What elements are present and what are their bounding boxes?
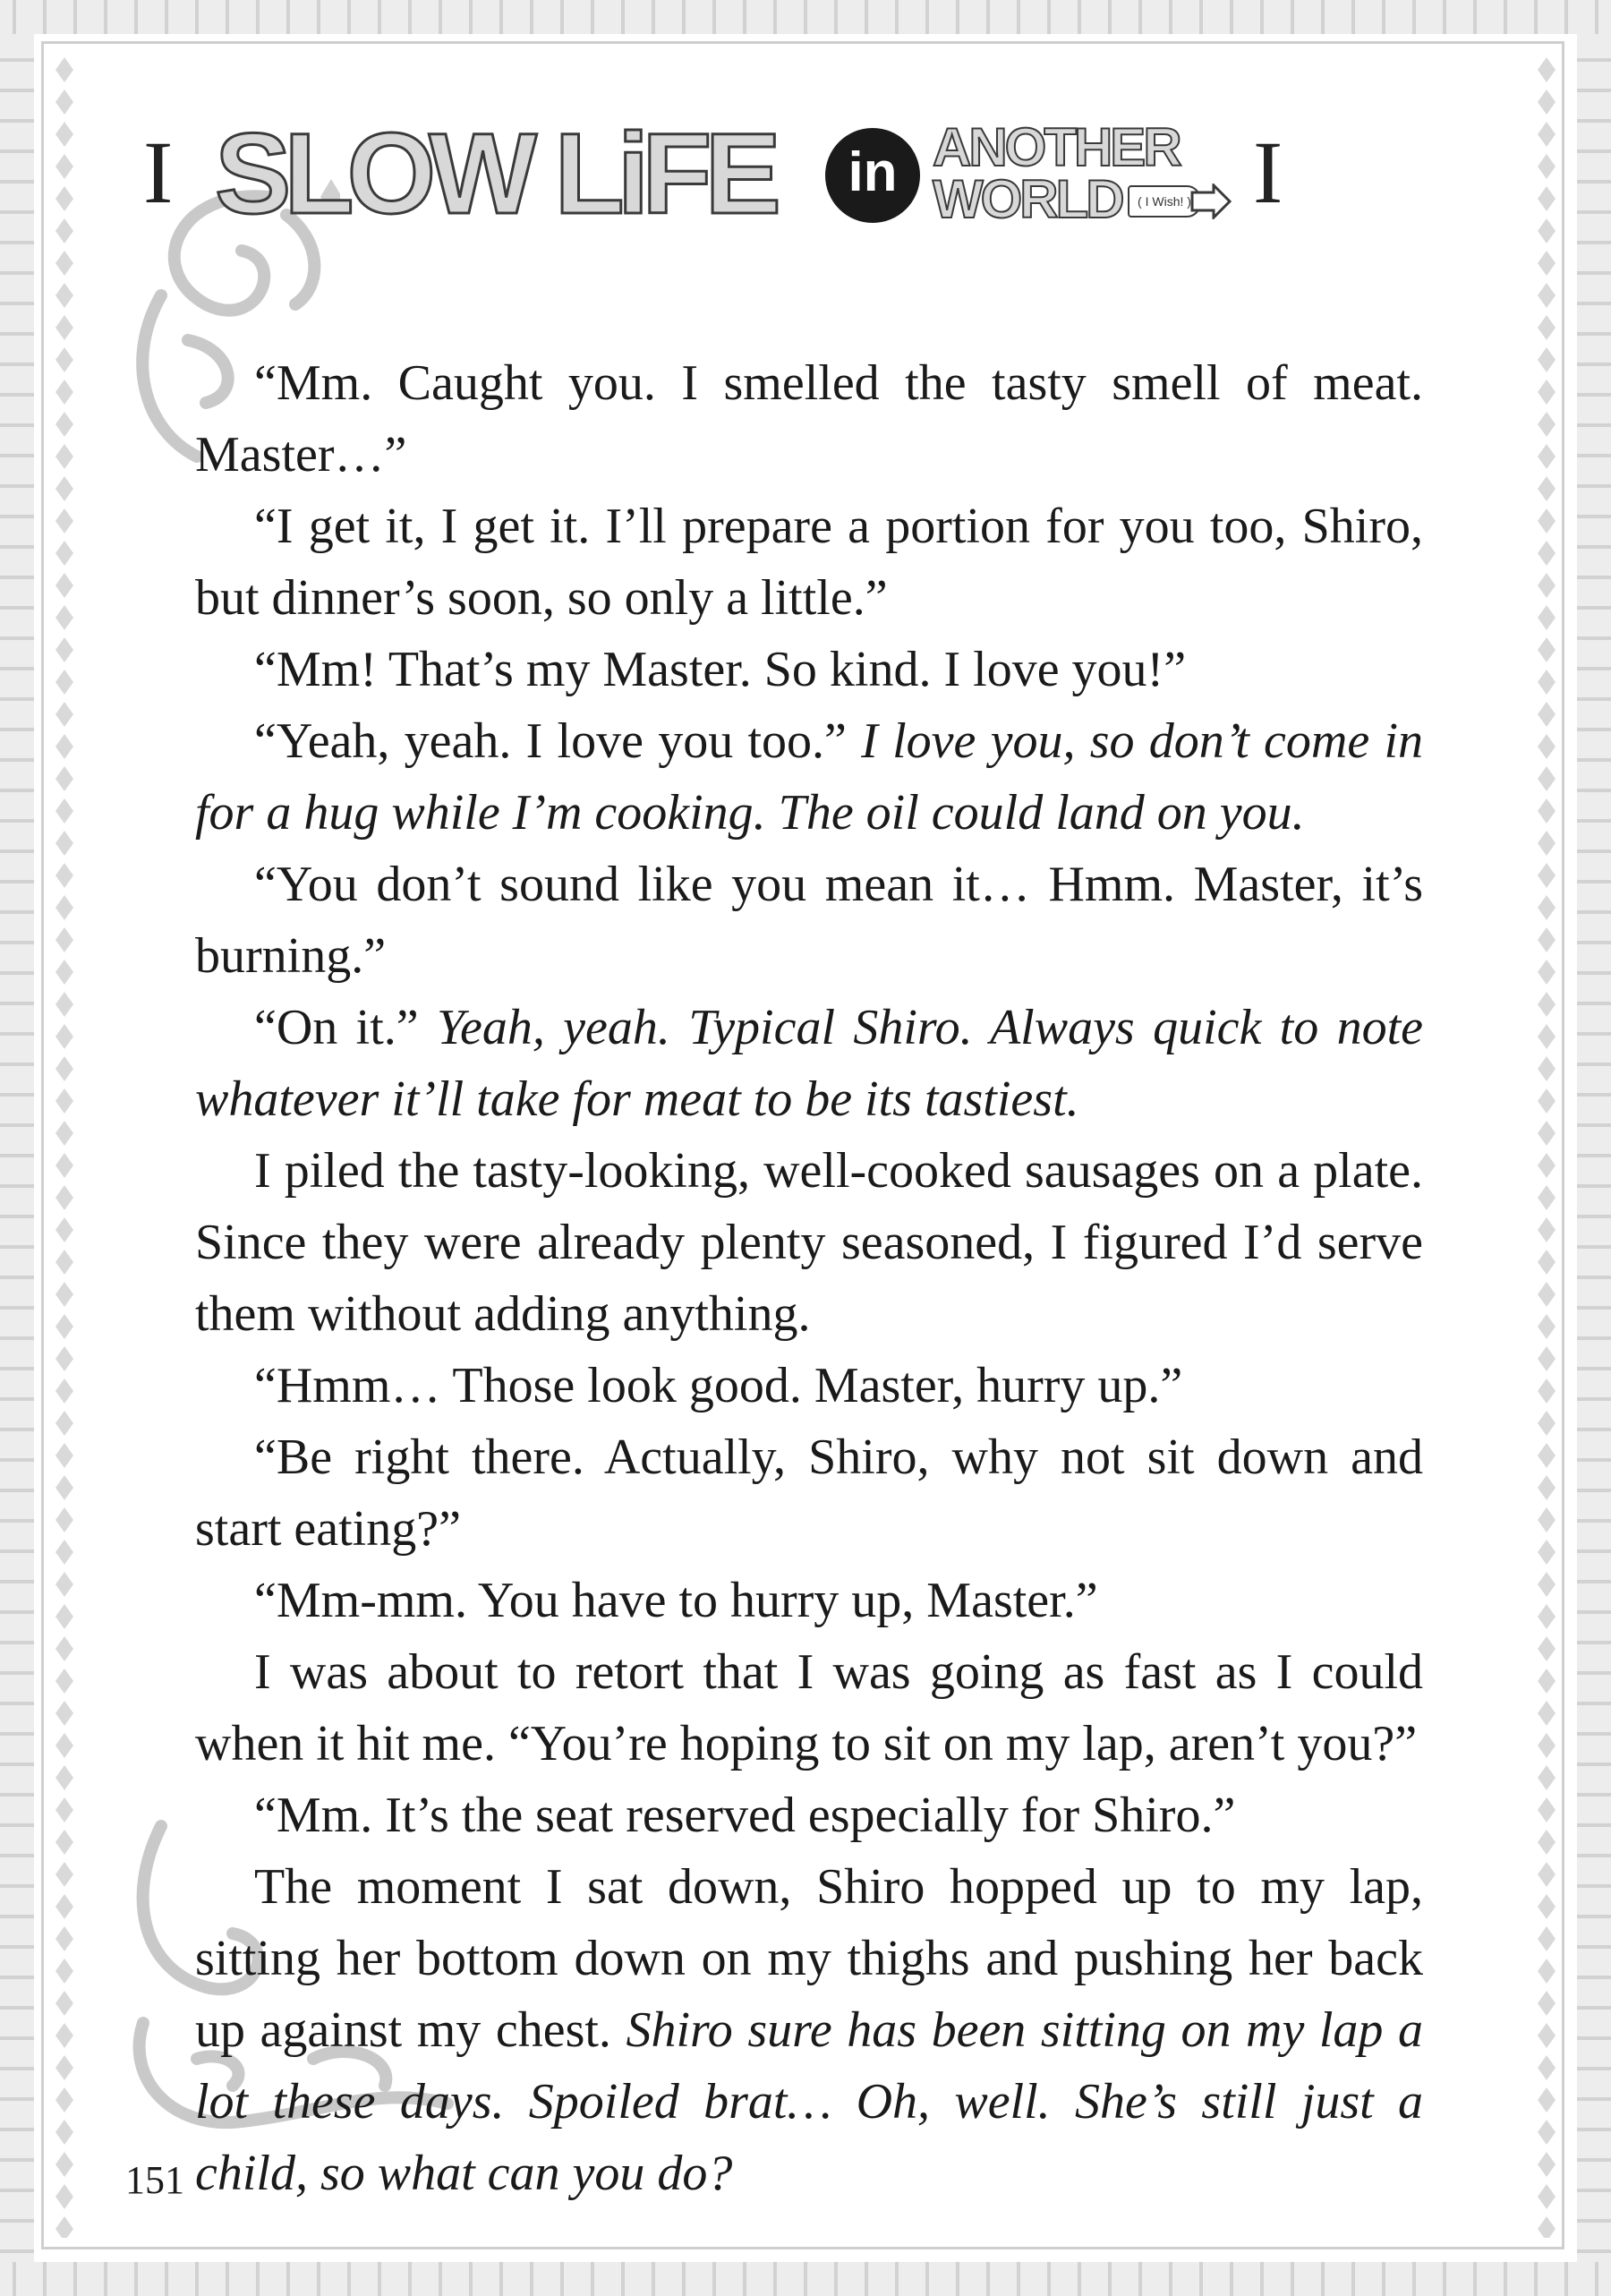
logo-world: WORLD xyxy=(933,169,1122,229)
logo-bracket-right: I xyxy=(1253,123,1283,222)
body-text xyxy=(195,347,1423,2209)
logo-another: ANOTHER xyxy=(933,117,1180,177)
logo-i-wish: ( I Wish! ) xyxy=(1128,185,1201,218)
border-top xyxy=(0,0,1611,34)
border-left xyxy=(0,0,34,2296)
italic-thought: Shiro sure has been sitting on my lap a lot these days. Spoiled brat… Oh, well. She’s still just a child, so what can you do? xyxy=(195,2002,1423,2201)
text-run: “Be right there. Actually, Shiro, why not sit down and start eating?” xyxy=(195,1430,1423,1557)
diamond-rail-left xyxy=(47,54,82,2238)
paragraph xyxy=(195,1780,1423,1851)
paragraph xyxy=(195,634,1423,705)
logo-bracket-left: I xyxy=(143,123,174,222)
paragraph xyxy=(195,1350,1423,1421)
page-number: 151 xyxy=(125,2158,184,2202)
paragraph xyxy=(195,1421,1423,1565)
text-run: I was about to retort that I was going as fast as I could when it hit me. “You’re hoping to sit on my lap, aren’t you?” xyxy=(195,1644,1423,1771)
paragraph xyxy=(195,1565,1423,1636)
text-run: “Hmm… Those look good. Master, hurry up.” xyxy=(254,1358,1183,1413)
text-run: “On it.” xyxy=(254,1000,437,1055)
italic-thought: I love you, so don’t come in for a hug while I’m cooking. The oil could land on you. xyxy=(195,713,1423,841)
paragraph xyxy=(195,347,1423,491)
text-run: “Mm-mm. You have to hurry up, Master.” xyxy=(254,1573,1098,1628)
border-right xyxy=(1577,0,1611,2296)
text-run: “I get it, I get it. I’ll prepare a portion for you too, Shiro, but dinner’s soon, so only a little.” xyxy=(195,499,1423,626)
text-run: “You don’t sound like you mean it… Hmm. Master, it’s burning.” xyxy=(195,857,1423,984)
border-bottom xyxy=(0,2262,1611,2296)
paragraph xyxy=(195,705,1423,849)
series-logo xyxy=(143,112,1307,237)
paragraph xyxy=(195,1851,1423,2209)
text-run: “Mm. It’s the seat reserved especially for Shiro.” xyxy=(254,1788,1236,1843)
diamond-rail-right xyxy=(1529,54,1564,2238)
text-run: The moment I sat down, Shiro hopped up to my lap, sitting her bottom down on my thighs and pushing her back up against my chest. xyxy=(195,1859,1423,2058)
text-run: “Yeah, yeah. I love you too.” xyxy=(254,713,862,769)
paragraph xyxy=(195,491,1423,634)
text-run: “Mm! That’s my Master. So kind. I love you!” xyxy=(254,642,1187,697)
italic-thought: Yeah, yeah. Typical Shiro. Always quick to note whatever it’ll take for meat to be its tastiest. xyxy=(195,1000,1423,1127)
paragraph xyxy=(195,992,1423,1135)
logo-in-badge: in xyxy=(825,128,920,223)
logo-arrow-icon xyxy=(1190,184,1232,219)
text-run: “Mm. Caught you. I smelled the tasty smell of meat. Master…” xyxy=(195,355,1423,482)
paragraph xyxy=(195,1135,1423,1350)
logo-slow-life: SLOW LiFE xyxy=(215,110,774,238)
paragraph xyxy=(195,849,1423,992)
paragraph xyxy=(195,1636,1423,1780)
text-run: I piled the tasty-looking, well-cooked sausages on a plate. Since they were already plenty seasoned, I figured I’d serve them without adding anything. xyxy=(195,1143,1423,1342)
